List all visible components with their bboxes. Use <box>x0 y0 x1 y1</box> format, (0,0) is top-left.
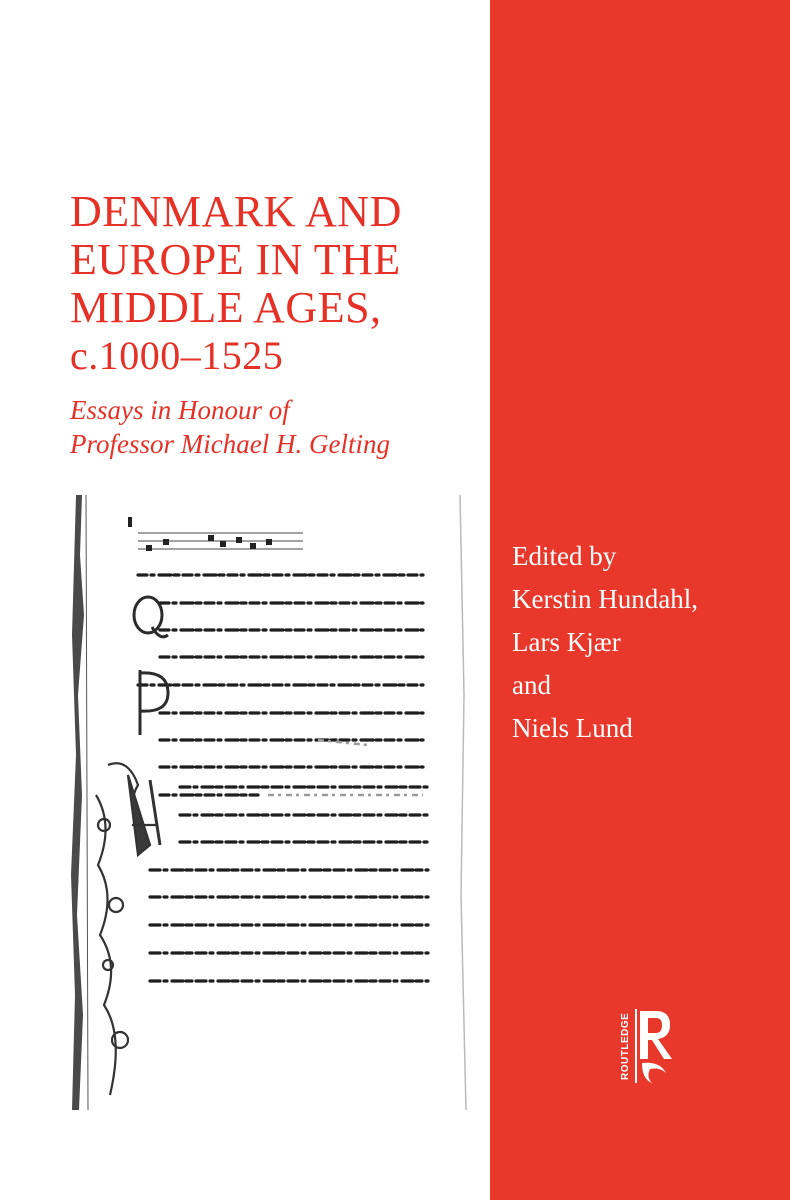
editor-name-1: Kerstin Hundahl, <box>512 584 698 614</box>
subtitle-line-1: Essays in Honour of <box>70 395 290 425</box>
title-line-2: EUROPE IN THE <box>70 235 401 284</box>
editor-name-2: Lars Kjær <box>512 627 621 657</box>
editors-block <box>512 535 698 750</box>
publisher-name: ROUTLEDGE <box>620 1012 631 1080</box>
title-line-4: c.1000–1525 <box>70 333 284 378</box>
editor-conjunction: and <box>512 670 551 700</box>
editor-name-3: Niels Lund <box>512 713 633 743</box>
subtitle-line-2: Professor Michael H. Gelting <box>70 429 390 459</box>
book-title <box>70 188 470 380</box>
routledge-r-icon <box>620 1005 680 1085</box>
title-line-1: DENMARK AND <box>70 187 402 236</box>
manuscript-page-image <box>68 495 474 1110</box>
routledge-logo <box>620 1005 680 1085</box>
book-subtitle <box>70 393 470 461</box>
title-line-3: MIDDLE AGES, <box>70 283 382 332</box>
edited-by-label: Edited by <box>512 541 617 571</box>
red-side-panel <box>490 0 790 1200</box>
